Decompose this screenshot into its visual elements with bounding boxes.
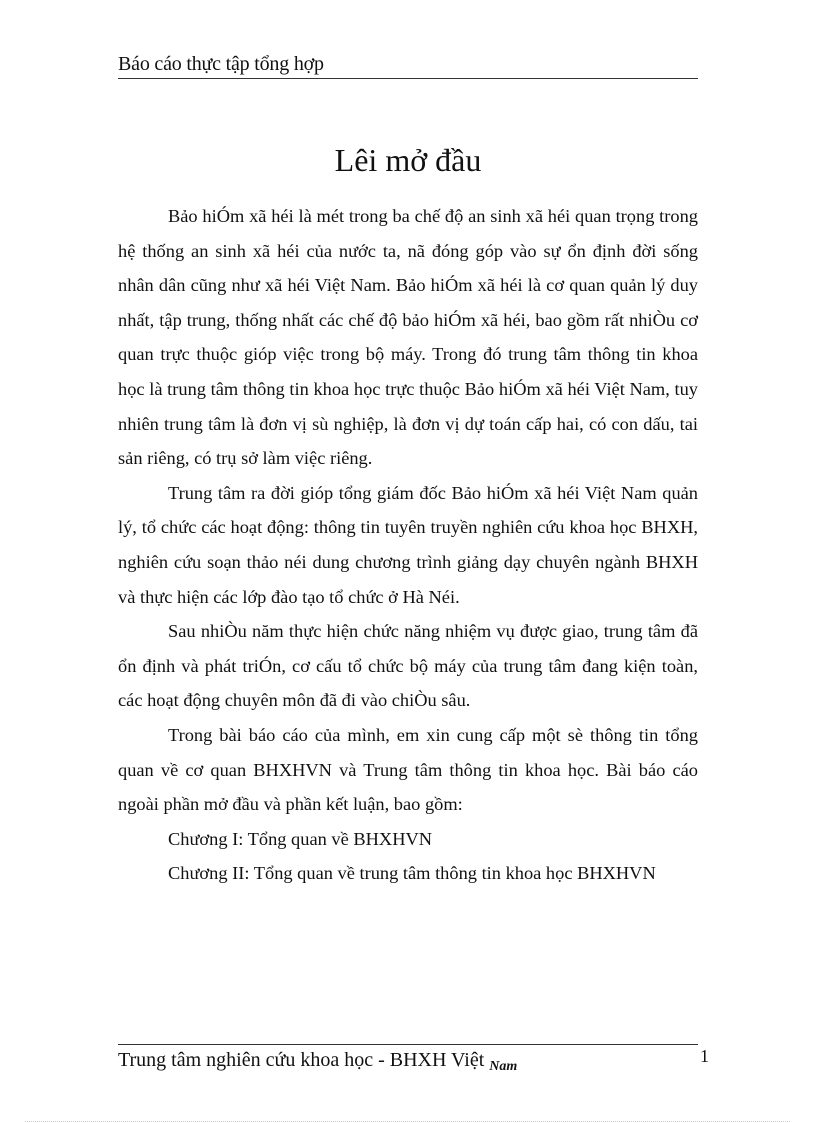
paragraph-development: Sau nhiÒu năm thực hiện chức năng nhiệm vụ được giao, trung tâm đã ổn định và phát triÓn, cơ cấu tổ chức bộ máy của trung tâm đang kiện toàn, các hoạt động chuyên môn đã đi vào chiÒu sâu. xyxy=(118,621,698,711)
document-title: Lêi mở đầu xyxy=(334,142,482,178)
chapter-item-1: Chương I: Tổng quan về BHXHVN xyxy=(168,828,433,849)
paragraph-intro: Bảo hiÓm xã héi là mét trong ba chế độ an sinh xã héi quan trọng trong hệ thống an sinh xã héi của nước ta, nã đóng góp vào sự ổn định đời sống nhân dân cũng như xã héi Việt Nam. Bảo hiÓm xã héi là cơ quan quản lý duy nhất, tập trung, thống nhất các chế độ bảo hiÓm xã héi, bao gồm rất nhiÒu cơ quan trực thuộc gióp việc trong bộ máy. Trong đó trung tâm thông tin khoa học là trung tâm thông tin khoa học trực thuộc Bảo hiÓm xã héi Việt Nam, tuy nhiên trung tâm là đơn vị sù nghiệp, là đơn vị dự toán cấp hai, có con dấu, tai sản riêng, có trụ sở làm việc riêng. xyxy=(118,206,698,469)
page-header xyxy=(118,52,698,79)
footer-text xyxy=(118,1047,517,1076)
page-footer xyxy=(118,1044,709,1074)
page-number: 1 xyxy=(700,1046,709,1066)
footer-organization-tail: Nam xyxy=(489,1059,518,1074)
footer-organization: Trung tâm nghiên cứu khoa học - BHXH Việt xyxy=(118,1049,485,1071)
page-boundary-divider xyxy=(25,1121,790,1122)
paragraph-report-scope: Trong bài báo cáo của mình, em xin cung cấp một sè thông tin tổng quan về cơ quan BHXHVN và Trung tâm thông tin khoa học. Bài báo cáo ngoài phần mở đầu và phần kết luận, bao gồm: xyxy=(118,724,698,815)
document-body xyxy=(118,199,698,891)
chapter-item-2: Chương II: Tổng quan về trung tâm thông tin khoa học BHXHVN xyxy=(168,863,656,884)
header-text: Báo cáo thực tập tổng hợp xyxy=(118,53,324,75)
paragraph-center-role: Trung tâm ra đời gióp tổng giám đốc Bảo hiÓm xã héi Việt Nam quản lý, tổ chức các hoạt động: thông tin tuyên truyền nghiên cứu khoa học BHXH, nghiên cứu soạn thảo néi dung chương trình giảng dạy chuyên ngành BHXH và thực hiện các lớp đào tạo tổ chức ở Hà Néi. xyxy=(118,482,698,607)
